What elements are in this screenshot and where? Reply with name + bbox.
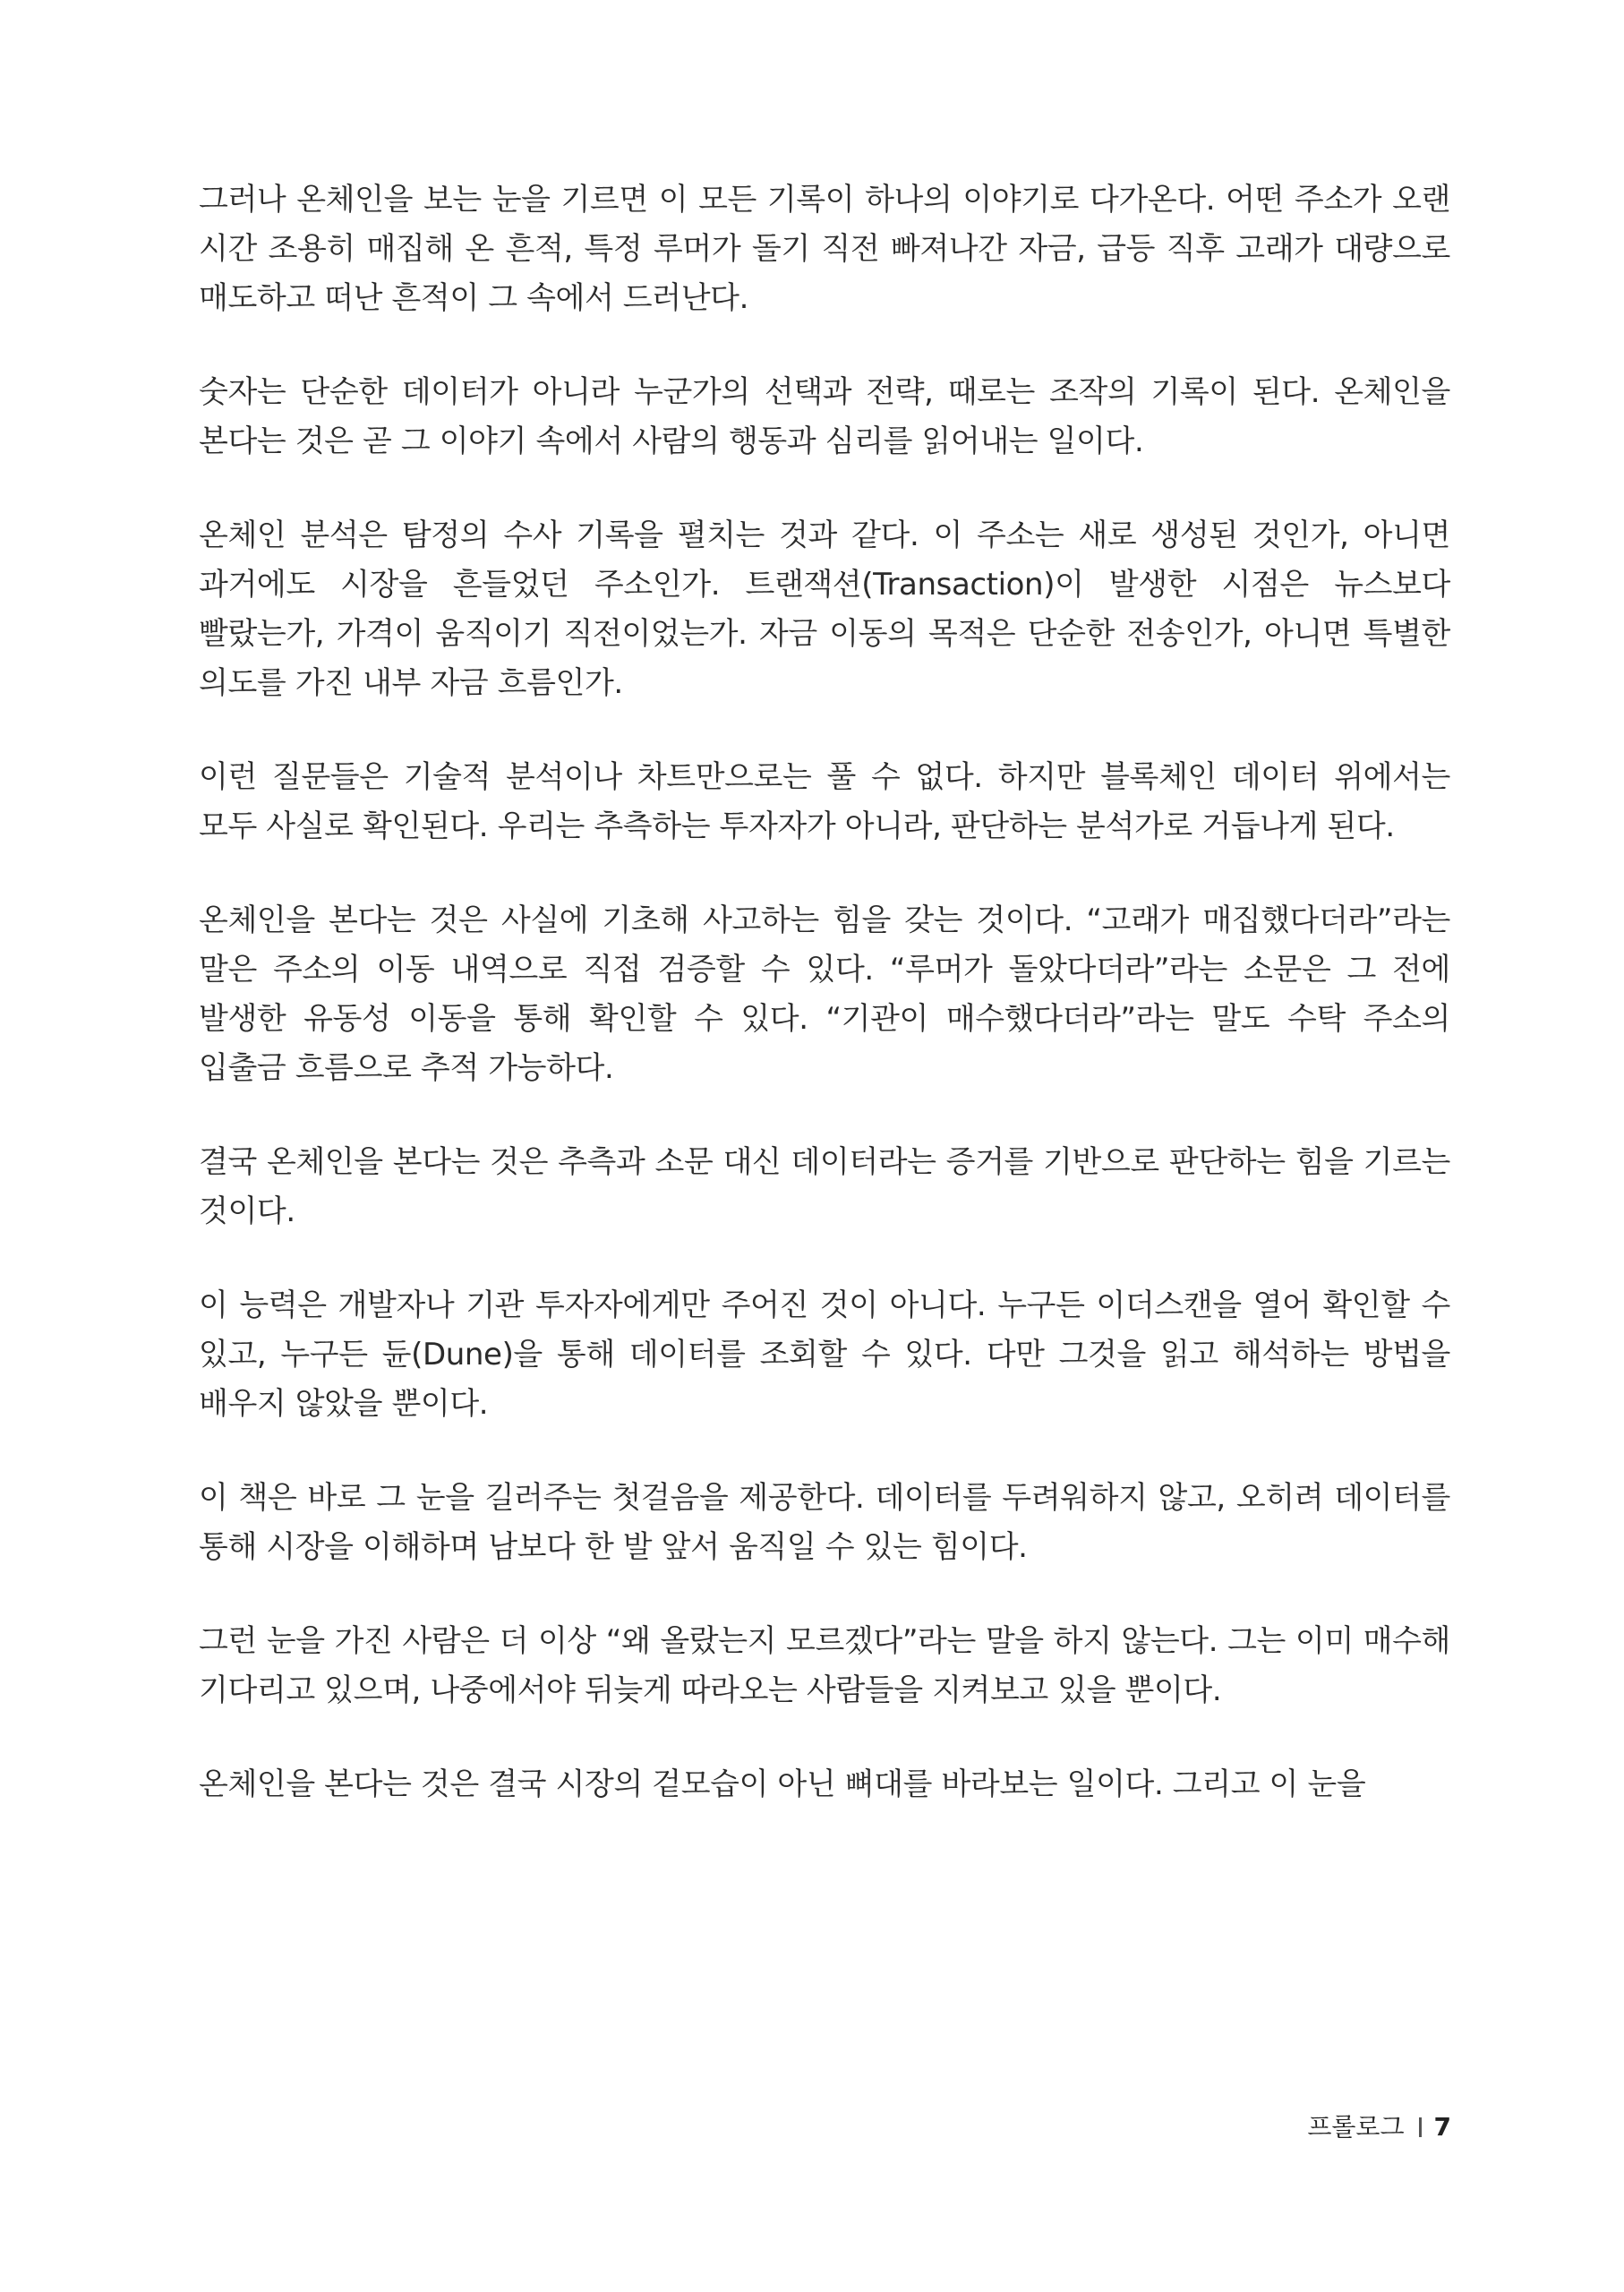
paragraph: 이 책은 바로 그 눈을 길러주는 첫걸음을 제공한다. 데이터를 두려워하지 않고, 오히려 데이터를 통해 시장을 이해하며 남보다 한 발 앞서 움직일 수 있는 힘이다. xyxy=(199,1480,1450,1565)
paragraph: 온체인을 본다는 것은 결국 시장의 겉모습이 아닌 뼈대를 바라보는 일이다. 그리고 이 눈을 xyxy=(199,1766,1366,1802)
page-footer xyxy=(1307,2109,1451,2145)
footer-divider xyxy=(1419,2117,1422,2137)
paragraph: 이런 질문들은 기술적 분석이나 차트만으로는 풀 수 없다. 하지만 블록체인 데이터 위에서는 모두 사실로 확인된다. 우리는 추측하는 투자자가 아니라, 판단하는 분석가로 거듭나게 된다. xyxy=(199,759,1450,844)
paragraph: 이 능력은 개발자나 기관 투자자에게만 주어진 것이 아니다. 누구든 이더스캔을 열어 확인할 수 있고, 누구든 듄(Dune)을 통해 데이터를 조회할 수 있다. 다만 그것을 읽고 해석하는 방법을 배우지 않았을 뿐이다. xyxy=(199,1287,1450,1422)
section-title: 프롤로그 xyxy=(1307,2112,1405,2142)
paragraph: 온체인을 본다는 것은 사실에 기초해 사고하는 힘을 갖는 것이다. “고래가 매집했다더라”라는 말은 주소의 이동 내역으로 직접 검증할 수 있다. “루머가 돌았다더라”라는 소문은 그 전에 발생한 유동성 이동을 통해 확인할 수 있다. “기관이 매수했다더라”라는 말도 수탁 주소의 입출금 흐름으로 추적 가능하다. xyxy=(199,902,1450,1086)
paragraph: 숫자는 단순한 데이터가 아니라 누군가의 선택과 전략, 때로는 조작의 기록이 된다. 온체인을 본다는 것은 곧 그 이야기 속에서 사람의 행동과 심리를 읽어내는 일이다. xyxy=(199,374,1450,459)
paragraph: 그런 눈을 가진 사람은 더 이상 “왜 올랐는지 모르겠다”라는 말을 하지 않는다. 그는 이미 매수해 기다리고 있으며, 나중에서야 뒤늦게 따라오는 사람들을 지켜보고 있을 뿐이다. xyxy=(199,1623,1450,1708)
paragraph: 결국 온체인을 본다는 것은 추측과 소문 대신 데이터라는 증거를 기반으로 판단하는 힘을 기르는 것이다. xyxy=(199,1144,1450,1229)
paragraph: 그러나 온체인을 보는 눈을 기르면 이 모든 기록이 하나의 이야기로 다가온다. 어떤 주소가 오랜 시간 조용히 매집해 온 흔적, 특정 루머가 돌기 직전 빠져나간 자금, 급등 직후 고래가 대량으로 매도하고 떠난 흔적이 그 속에서 드러난다. xyxy=(199,182,1450,316)
body-text xyxy=(199,175,1450,1809)
page-number: 7 xyxy=(1433,2112,1451,2142)
paragraph: 온체인 분석은 탐정의 수사 기록을 펼치는 것과 같다. 이 주소는 새로 생성된 것인가, 아니면 과거에도 시장을 흔들었던 주소인가. 트랜잭션(Transaction)이 발생한 시점은 뉴스보다 빨랐는가, 가격이 움직이기 직전이었는가. 자금 이동의 목적은 단순한 전송인가, 아니면 특별한 의도를 가진 내부 자금 흐름인가. xyxy=(199,517,1450,701)
